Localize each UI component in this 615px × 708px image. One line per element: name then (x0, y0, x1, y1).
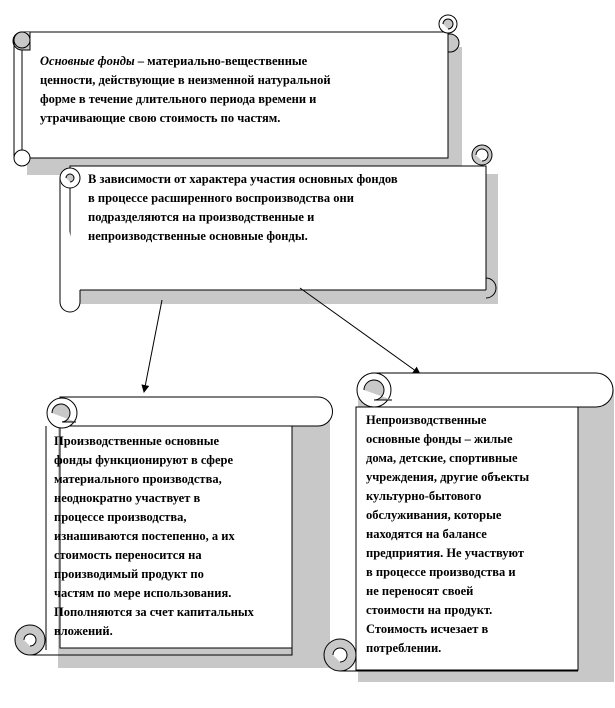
scroll-middle-line-3: подразделяются на производственные и (88, 210, 315, 224)
scroll-left-line-11: вложений. (54, 624, 113, 638)
scroll-top-line-3: форме в течение длительного периода времени и (40, 92, 317, 106)
scroll-right-roll-top (372, 373, 613, 407)
scroll-right-text (366, 411, 529, 658)
scroll-top-line (40, 52, 331, 71)
scroll-right-line-9: в процессе производства и (366, 565, 516, 579)
scroll-right-line-1: Непроизводственные (366, 413, 487, 427)
scroll-left-text (54, 432, 254, 641)
scroll-right-line-10: не переносят своей (366, 584, 474, 598)
term-main-funds: Основные фонды (40, 54, 135, 68)
scroll-right-line-3: дома, детские, спортивные (366, 451, 518, 465)
scroll-right-line-5: культурно-бытового (366, 489, 482, 503)
scroll-left-line-5: процессе производства, (54, 510, 187, 524)
scroll-left-line-7: стоимость переносится на (54, 548, 202, 562)
scroll-left-line-2: фонды функционируют в сфере (54, 453, 234, 467)
scroll-middle-text (88, 170, 398, 246)
scroll-right-line-11: стоимости на продукт. (366, 603, 493, 617)
scroll-left-line-10: Пополняются за счет капитальных (54, 605, 254, 619)
scroll-left-line-6: изнашиваются постепенно, а их (54, 529, 235, 543)
arrow-to-production (144, 300, 162, 392)
scroll-top-line-1: – материально-вещественные (134, 54, 308, 68)
scroll-top-line-2: ценности, действующие в неизменной натуральной (40, 73, 331, 87)
scroll-middle-line-1: В зависимости от характера участия основных фондов (88, 172, 398, 186)
scroll-middle-line-4: непроизводственные основные фонды. (88, 229, 308, 243)
scroll-top-line-4: утрачивающие свою стоимость по частям. (40, 111, 281, 125)
scroll-right-line-2: основные фонды – жилые (366, 432, 513, 446)
scroll-right-line-6: обслуживания, которые (366, 508, 502, 522)
scroll-left-line-3: материального производства, (54, 472, 222, 486)
scroll-top-curl-bl (14, 150, 30, 166)
scroll-right-line-13: потреблении. (366, 641, 442, 655)
scroll-top-text (40, 52, 331, 128)
scroll-right-line-8: предприятия. Не участвуют (366, 546, 525, 560)
scroll-left-line-4: неоднократно участвует в (54, 491, 201, 505)
scroll-middle-line-2: в процессе расширенного воспроизводства они (88, 191, 354, 205)
scroll-left-roll-top (60, 397, 333, 426)
scroll-left-line-8: производимый продукт по (54, 567, 204, 581)
scroll-top-curl-tl (14, 32, 30, 48)
scroll-right-line-4: учреждения, другие объекты (366, 470, 530, 484)
scroll-left-line-1: Производственные основные (54, 434, 220, 448)
scroll-right-line-7: находятся на балансе (366, 527, 487, 541)
scroll-right-line-12: Стоимость исчезает в (366, 622, 489, 636)
scroll-left-line-9: частям по мере использования. (54, 586, 232, 600)
